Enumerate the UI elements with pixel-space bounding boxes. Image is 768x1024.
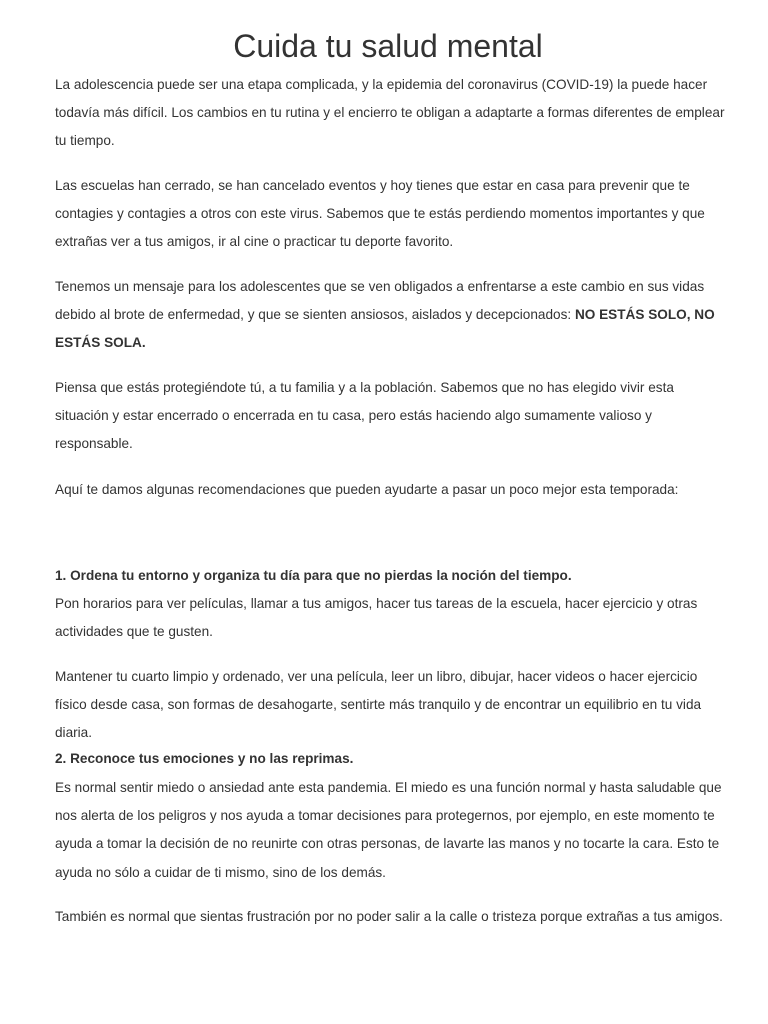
intro-paragraph: La adolescencia puede ser una etapa complicada, y la epidemia del coronavirus (COVID-19) la puede hacer todavía más difícil. Los cambios en tu rutina y el encierro te obligan a adaptarte a formas diferentes de emplear tu tiempo. (55, 77, 725, 149)
message-text: Tenemos un mensaje para los adolescentes que se ven obligados a enfrentarse a este cambio en sus vidas debido al brote de enfermedad, y que se sienten ansiosos, aislados y decepcionados: (55, 279, 705, 323)
section-1-paragraph-2: Mantener tu cuarto limpio y ordenado, ver una película, leer un libro, dibujar, hacer videos o hacer ejercicio físico desde casa, son formas de desahogarte, sentirte más tranquilo y de encontrar un equilibrio en tu vida diaria. (55, 669, 702, 741)
message-paragraph (55, 273, 725, 358)
page-title: Cuida tu salud mental (233, 28, 543, 64)
recommendations-intro: Aquí te damos algunas recomendaciones que pueden ayudarte a pasar un poco mejor esta temporada: (55, 482, 679, 497)
message-emphasis: NO ESTÁS SOLO, NO ESTÁS SOLA. (55, 307, 715, 351)
section-2-paragraph-2: También es normal que sientas frustración por no poder salir a la calle o tristeza porque extrañas a tus amigos. (55, 909, 723, 924)
schools-paragraph: Las escuelas han cerrado, se han cancelado eventos y hoy tienes que estar en casa para prevenir que te contagies y contagies a otros con este virus. Sabemos que te estás perdiendo momentos importantes y que extrañas ver a tus amigos, ir al cine o practicar tu deporte favorito. (55, 178, 705, 250)
section-2-paragraph-1: Es normal sentir miedo o ansiedad ante esta pandemia. El miedo es una función normal y hasta saludable que nos alerta de los peligros y nos ayuda a tomar decisiones para protegernos, por ejemplo, en este momento te ayuda a tomar la decisión de no reunirte con otras personas, de lavarte las manos y no tocarte la cara. Esto te ayuda no sólo a cuidar de ti mismo, sino de los demás. (55, 780, 722, 880)
protection-paragraph: Piensa que estás protegiéndote tú, a tu familia y a la población. Sabemos que no has elegido vivir esta situación y estar encerrado o encerrada en tu casa, pero estás haciendo algo sumamente valioso y responsable. (55, 380, 674, 452)
section-1-heading: 1. Ordena tu entorno y organiza tu día para que no pierdas la noción del tiempo. (55, 568, 572, 583)
section-1-paragraph-1: Pon horarios para ver películas, llamar a tus amigos, hacer tus tareas de la escuela, hacer ejercicio y otras actividades que te gusten. (55, 596, 698, 640)
section-2-heading: 2. Reconoce tus emociones y no las reprimas. (55, 751, 354, 766)
